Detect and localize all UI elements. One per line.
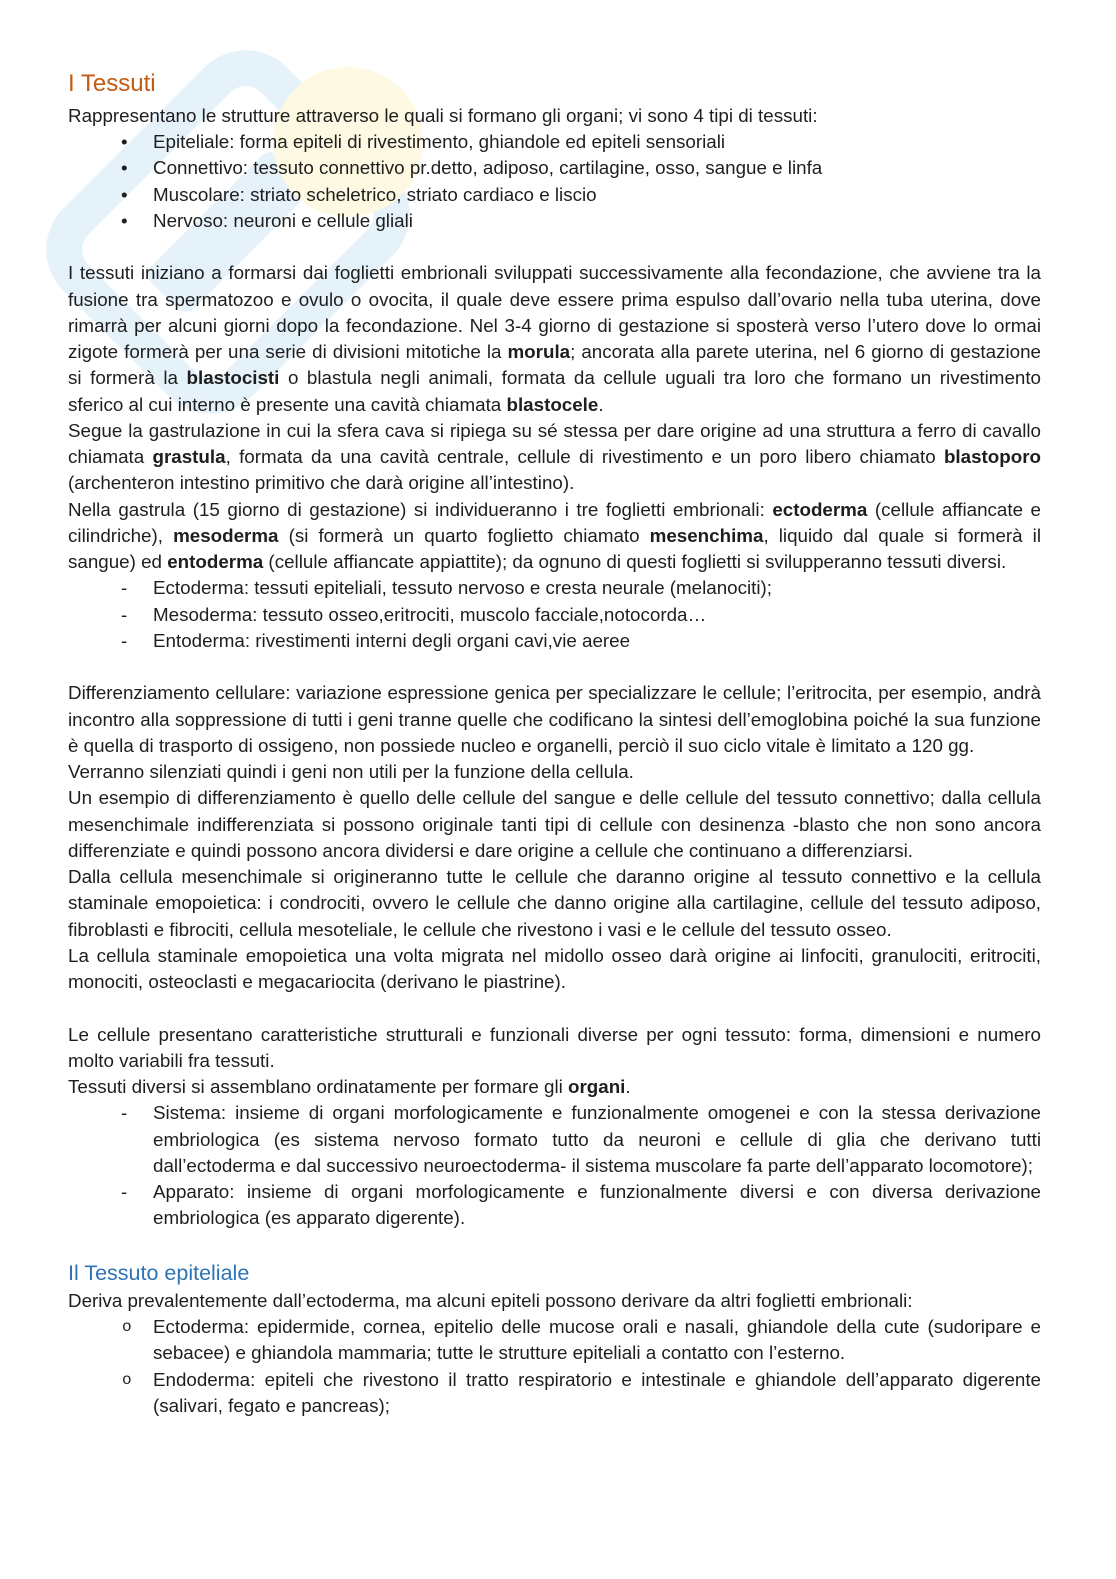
formation-paragraph	[68, 260, 1041, 418]
list-item-ectoderma-origin: o Ectoderma: epidermide, cornea, epitelio delle mucose orali e nasali, ghiandole della cute (sudoripare e sebacee) e ghiandola mammaria; tutte le strutture epiteliali a contatto con l’esterno.	[68, 1314, 1041, 1367]
term-blastoporo: blastoporo	[943, 446, 1041, 468]
example-paragraph: Un esempio di differenziamento è quello delle cellule del sangue e delle cellule del tessuto connettivo; dalla cellula mesenchimale indifferenziata si possono originale tanti tipi di cellule con desinenza -blasto che non sono ancora differenziate e quindi possono ancora dividersi e dare origine a cellule che continuano a differenziarsi.	[68, 787, 1041, 861]
list-item-endoderma-origin: o Endoderma: epiteli che rivestono il tratto respiratorio e intestinale e ghiandole dell’apparato digerente (salivari, fegato e pancreas);	[68, 1367, 1041, 1420]
germ-layer-derivatives-list	[68, 575, 1041, 654]
differentiation-paragraph: Differenziamento cellulare: variazione espressione genica per specializzare le cellule; l’eritrocita, per esempio, andrà incontro alla soppressione di tutti i geni tranne quelle che codificano la sintesi dell’emoglobina poiché la sua funzione è quella di trasporto di ossigeno, non possiede nucleo e organelli, perciò il suo ciclo vitale è limitato a 120 gg.	[68, 682, 1041, 756]
characteristics-paragraph: Le cellule presentano caratteristiche strutturali e funzionali diverse per ogni tessuto: forma, dimensioni e numero molto variabili fra tessuti.	[68, 1023, 1041, 1071]
list-item-ectoderma: - Ectoderma: tessuti epiteliali, tessuto nervoso e cresta neurale (melanociti);	[68, 575, 1041, 601]
text-run: Nella gastrula (15 giorno di gestazione) si individueranno i tre foglietti embrionali:	[68, 498, 773, 520]
list-item-nervoso: • Nervoso: neuroni e cellule gliali	[68, 208, 1041, 234]
blank-line	[68, 234, 1041, 260]
list-item-epiteliale: • Epiteliale: forma epiteli di rivestimento, ghiandole ed epiteli sensoriali	[68, 129, 1041, 155]
text-run: ; ancorata alla parete uterina, nel 6 giorno di gestazione si formerà la	[68, 341, 1041, 389]
blank-line	[68, 1232, 1041, 1258]
text-run: (cellule affiancate appiattite); da ognuno di questi foglietti si svilupperanno tessuti diversi.	[263, 551, 1007, 573]
organs-paragraph	[68, 1074, 1041, 1100]
gastrulation-paragraph	[68, 418, 1041, 497]
term-grastula: grastula	[152, 446, 226, 468]
intro-paragraph: Rappresentano le strutture attraverso le quali si formano gli organi; vi sono 4 tipi di tessuti:	[68, 104, 818, 126]
list-item-muscolare: • Muscolare: striato scheletrico, striato cardiaco e liscio	[68, 182, 1041, 208]
text-run: (cellule affiancate e cilindriche),	[68, 498, 1042, 546]
term-mesoderma: mesoderma	[173, 524, 279, 546]
text-run: (archenteron intestino primitivo che darà origine all’intestino).	[68, 472, 575, 494]
organ-groupings-list	[68, 1100, 1041, 1231]
tissue-types-list	[68, 129, 1041, 234]
list-item-mesoderma: - Mesoderma: tessuto osseo,eritrociti, muscolo facciale,notocorda…	[68, 602, 1041, 628]
term-blastocisti: blastocisti	[186, 367, 280, 389]
page-title: I Tessuti	[68, 70, 156, 97]
silencing-paragraph: Verranno silenziati quindi i geni non utili per la funzione della cellula.	[68, 761, 634, 783]
hematopoietic-cell-paragraph: La cellula staminale emopoietica una volta migrata nel midollo osseo darà origine ai linfociti, granulociti, eritrociti, monociti, osteoclasti e megacariocita (derivano le piastrine).	[68, 944, 1041, 993]
text-run: Segue la gastrulazione in cui la sfera cava si ripiega su sé stessa per dare origine ad una struttura a ferro di cavallo chiamata	[68, 419, 1041, 468]
list-item-entoderma: - Entoderma: rivestimenti interni degli organi cavi,vie aeree	[68, 628, 1041, 654]
list-item-apparato: - Apparato: insieme di organi morfologicamente e funzionalmente diversi e con diversa derivazione embriologica (es apparato digerente).	[68, 1179, 1041, 1232]
list-item-sistema: - Sistema: insieme di organi morfologicamente e funzionalmente omogenei e con la stessa derivazione embriologica (es sistema nervoso formato tutto da neuroni e cellule di glia che derivano tutti dall’ectoderma e dal successivo neuroectoderma- il sistema muscolare fa parte dell’apparato locomotore);	[68, 1100, 1041, 1179]
term-organi: organi	[568, 1076, 626, 1098]
text-run: o blastula negli animali, formata da cellule uguali tra loro che formano un rivestimento sferico al cui interno è presente una cavità chiamata	[68, 367, 1042, 415]
blank-line	[68, 995, 1041, 1021]
list-item-connettivo: • Connettivo: tessuto connettivo pr.detto, adiposo, cartilagine, osso, sangue e linfa	[68, 155, 1041, 181]
text-run: .	[625, 1076, 631, 1098]
text-run: .	[598, 393, 604, 415]
epithelium-intro-paragraph: Deriva prevalentemente dall’ectoderma, ma alcuni epiteli possono derivare da altri foglietti embrionali:	[68, 1289, 913, 1311]
epithelium-origins-list	[68, 1314, 1041, 1419]
term-blastocele: blastocele	[506, 393, 599, 415]
term-ectoderma: ectoderma	[772, 498, 868, 520]
term-morula: morula	[507, 341, 571, 363]
text-run: I tessuti iniziano a formarsi dai foglietti embrionali sviluppati successivamente alla fecondazione, che avviene tra la fusione tra spermatozoo e ovulo o ovocita, il quale deve essere prima espulso dall’ovario nella tuba uterina, dove rimarrà per alcuni giorni dopo la fecondazione. Nel 3-4 giorno di gestazione si sposterà verso l’utero dove lo ormai zigote formerà per una serie di divisioni mitotiche la	[68, 262, 1041, 363]
text-run: (si formerà un quarto foglietto chiamato	[278, 524, 650, 546]
document-body	[68, 67, 1041, 1419]
text-run: , liquido dal quale si formerà il sangue) ed	[68, 524, 1041, 573]
term-entoderma: entoderma	[167, 551, 264, 573]
text-run: Tessuti diversi si assemblano ordinatamente per formare gli	[68, 1076, 569, 1098]
text-run: , formata da una cavità centrale, cellule di rivestimento e un poro libero chiamato	[225, 446, 944, 468]
germ-layers-paragraph	[68, 497, 1041, 576]
term-mesenchima: mesenchima	[649, 524, 764, 546]
section-heading: Il Tessuto epiteliale	[68, 1260, 250, 1285]
blank-line	[68, 654, 1041, 680]
mesenchymal-cell-paragraph: Dalla cellula mesenchimale si origineranno tutte le cellule che daranno origine al tessuto connettivo e la cellula staminale emopoietica: i condrociti, ovvero le cellule che danno origine alla cartilagine, cellule del tessuto adiposo, fibroblasti e fibrociti, cellula mesoteliale, le cellule che rivestono i vasi e le cellule del tessuto osseo.	[68, 866, 1041, 940]
